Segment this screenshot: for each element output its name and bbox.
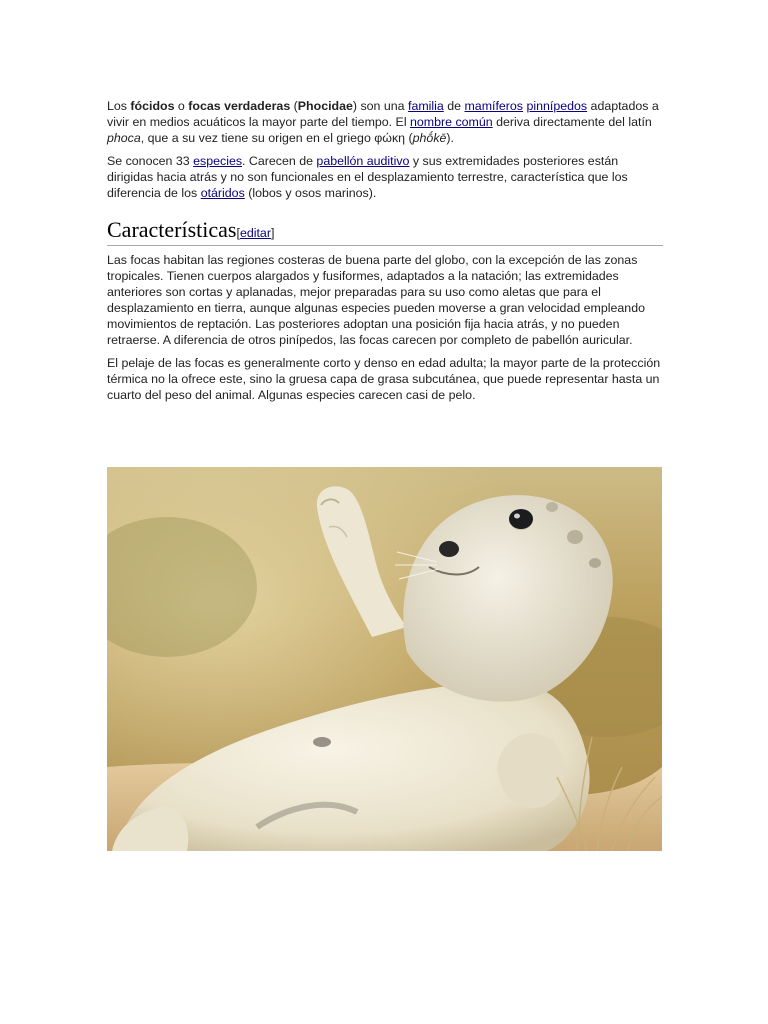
italic-phoca: phoca	[107, 131, 141, 145]
link-mamiferos[interactable]: mamíferos	[464, 99, 524, 113]
seal-eye	[509, 509, 533, 529]
edit-section-link[interactable]: editar	[239, 226, 271, 240]
seal-nose	[439, 541, 459, 557]
link-nombre-comun[interactable]: nombre común	[410, 115, 493, 129]
italic-phoke: phṓkē	[412, 131, 447, 145]
bold-term-focas-verdaderas: focas verdaderas	[188, 99, 291, 113]
section-paragraph-1: Las focas habitan las regiones costeras de buena parte del globo, con la excepción de las zonas tropicales. Tienen cuerpos alargados y fusiformes, adaptados a la natación; las extremidades anteriores son cortas y aplanadas, mejor preparadas para su uso como aletas que para el desplazamiento en tierra, aunque algunas especies pueden moverse a gran velocidad empleando movimientos de reptación. Las posteriores adoptan una posición fija hacia atrás, y no pueden retraerse. A diferencia de otros pinípedos, las focas carecen por completo de pabellón auricular.	[107, 253, 645, 347]
link-especies[interactable]: especies	[193, 154, 243, 168]
edit-section: [editar]	[236, 226, 275, 240]
link-pinnipedos[interactable]: pinnípedos	[526, 99, 588, 113]
section-title: Características	[107, 217, 237, 242]
link-pabellon-auditivo[interactable]: pabellón auditivo	[316, 154, 410, 168]
seal-illustration	[107, 467, 662, 851]
article-body	[107, 98, 663, 410]
link-familia[interactable]: familia	[408, 99, 444, 113]
bold-term-phocidae: Phocidae	[297, 99, 353, 113]
intro-paragraph-2: Se conocen 33 especies. Carecen de pabellón auditivo y sus extremidades posteriores están dirigidas hacia atrás y no son funcionales en el desplazamiento terrestre, característica que los diferencia de los otáridos (lobos y osos marinos).	[107, 154, 628, 200]
link-otaridos[interactable]: otáridos	[200, 186, 245, 200]
section-paragraph-2: El pelaje de las focas es generalmente corto y denso en edad adulta; la mayor parte de la protección térmica no la ofrece este, sino la gruesa capa de grasa subcutánea, que puede representar hasta un cuarto del peso del animal. Algunas especies carecen casi de pelo.	[107, 356, 661, 402]
bold-term-focidos: fócidos	[130, 99, 175, 113]
intro-paragraph-1: Los fócidos o focas verdaderas (Phocidae) son una familia de mamíferos pinnípedos adaptados a vivir en medios acuáticos la mayor parte del tiempo. El nombre común deriva directamente del latín phoca, que a su vez tiene su origen en el griego φώκη (phṓkē).	[107, 99, 659, 145]
section-heading-caracteristicas	[107, 217, 663, 246]
seal-pup-photo	[107, 467, 662, 851]
